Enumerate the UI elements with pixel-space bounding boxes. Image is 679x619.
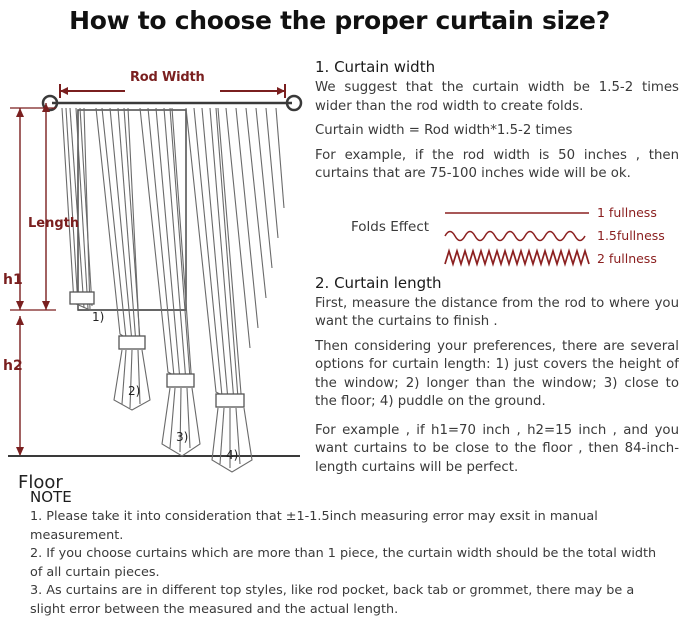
rod-width-label: Rod Width	[130, 70, 205, 85]
floor-label: Floor	[18, 472, 63, 493]
note-block	[30, 488, 670, 619]
h1-label: h1	[3, 272, 23, 288]
page-title: How to choose the proper curtain size?	[69, 6, 610, 35]
panel-number-1: 1)	[92, 310, 105, 324]
folds-effect-label: Folds Effect	[351, 218, 430, 235]
right-column	[315, 58, 679, 477]
note-line-2: 2. If you choose curtains which are more than 1 piece, the curtain width should be the total width of all curtain pieces.	[30, 546, 657, 580]
h2-label: h2	[3, 358, 23, 374]
note-line-3: 3. As curtains are in different top styles, like rod pocket, back tab or grommet, there may be a slight error between the measured and the actual length.	[30, 583, 635, 617]
curtain-width-paragraph-1: We suggest that the curtain width be 1.5-2 times wider than the rod width to create folds.	[315, 80, 679, 114]
fullness-1-5-wavy-icon	[443, 227, 593, 245]
fullness-2-label: 2 fullness	[597, 250, 657, 266]
note-heading: NOTE	[30, 488, 72, 506]
fullness-1-line-icon	[443, 204, 593, 220]
fullness-1-5-label: 1.5fullness	[597, 227, 665, 243]
curtain-length-paragraph-1: First, measure the distance from the rod to where you want the curtains to finish .	[315, 295, 679, 329]
fullness-1-label: 1 fullness	[597, 204, 657, 220]
curtain-diagram-svg	[0, 48, 310, 488]
curtain-width-heading: 1. Curtain width	[315, 58, 436, 76]
panel-number-3: 3)	[176, 430, 189, 444]
note-line-1: 1. Please take it into consideration that ±1-1.5inch measuring error may exsit in manual measurement.	[30, 509, 598, 543]
curtain-length-heading: 2. Curtain length	[315, 273, 442, 292]
curtain-width-paragraph-2: For example, if the rod width is 50 inches , then curtains that are 75-100 inches wide will be ok.	[315, 147, 679, 181]
curtain-length-paragraph-3: For example , if h1=70 inch , h2=15 inch , and you want curtains to be close to the floor , then 84-inch-length curtains will be perfect.	[315, 422, 679, 475]
folds-effect-block	[315, 194, 679, 268]
fullness-2-zigzag-icon	[443, 248, 593, 268]
panel-number-4: 4)	[226, 448, 239, 462]
curtain-diagram	[0, 48, 310, 493]
length-label: Length	[28, 216, 80, 231]
curtain-width-formula: Curtain width = Rod width*1.5-2 times	[315, 123, 573, 138]
curtain-length-paragraph-2: Then considering your preferences, there are several options for curtain length: 1) just covers the height of the window; 2) longer than the window; 3) close to the floor; 4) puddle on the ground.	[315, 338, 679, 409]
panel-number-2: 2)	[128, 384, 141, 398]
